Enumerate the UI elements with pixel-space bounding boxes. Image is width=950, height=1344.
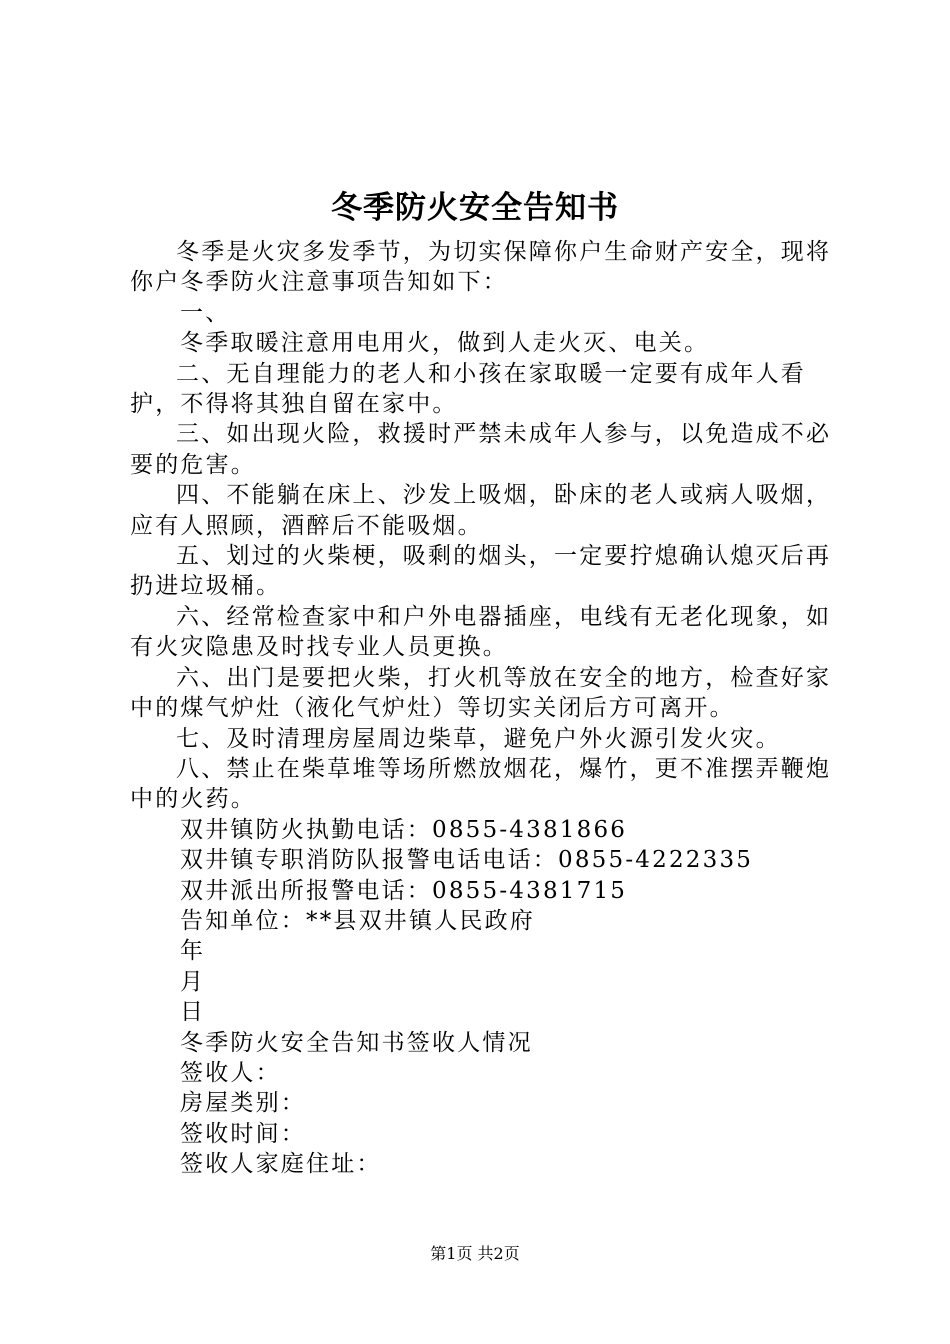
item-4: 四、不能躺在床上、沙发上吸烟，卧床的老人或病人吸烟，应有人照顾，酒醉后不能吸烟。 xyxy=(130,482,832,539)
receipt-address: 签收人家庭住址： xyxy=(180,1151,382,1178)
phone-fire-duty: 双井镇防火执勤电话：0855-4381866 xyxy=(180,816,628,843)
date-day: 日 xyxy=(180,999,206,1026)
item-1: 冬季取暖注意用电用火，做到人走火灭、电关。 xyxy=(180,330,710,357)
date-year: 年 xyxy=(180,938,206,965)
issuer-line: 告知单位：**县双井镇人民政府 xyxy=(180,907,535,934)
item-3: 三、如出现火险，救援时严禁未成年人参与，以免造成不必要的危害。 xyxy=(130,421,832,478)
document-title: 冬季防火安全告知书 xyxy=(331,190,619,226)
receipt-house-type: 房屋类别： xyxy=(180,1090,306,1117)
document-body xyxy=(130,237,840,1180)
item-6b: 六、出门是要把火柴，打火机等放在安全的地方，检查好家中的煤气炉灶（液化气炉灶）等切实关闭后方可离开。 xyxy=(130,664,832,722)
item-6a: 六、经常检查家中和户外电器插座，电线有无老化现象，如有火灾隐患及时找专业人员更换。 xyxy=(130,603,832,661)
date-month: 月 xyxy=(180,968,206,995)
item-7: 七、及时清理房屋周边柴草，避免户外火源引发火灾。 xyxy=(176,725,781,752)
phone-fire-brigade: 双井镇专职消防队报警电话电话：0855-4222335 xyxy=(180,847,754,874)
intro-paragraph: 冬季是火灾多发季节，为切实保障你户生命财产安全，现将你户冬季防火注意事项告知如下： xyxy=(130,239,832,296)
phone-police-station: 双井派出所报警电话：0855-4381715 xyxy=(180,877,628,904)
page-footer: 第1页 共2页 xyxy=(430,1244,520,1263)
item-5: 五、划过的火柴梗，吸剩的烟头，一定要拧熄确认熄灭后再扔进垃圾桶。 xyxy=(130,543,832,600)
receipt-title: 冬季防火安全告知书签收人情况 xyxy=(180,1029,533,1056)
item-marker-1: 一、 xyxy=(180,299,231,326)
receipt-signer: 签收人： xyxy=(180,1059,281,1086)
receipt-time: 签收时间： xyxy=(180,1120,306,1147)
item-8: 八、禁止在柴草堆等场所燃放烟花，爆竹，更不准摆弄鞭炮中的火药。 xyxy=(130,755,832,813)
item-2: 二、无自理能力的老人和小孩在家取暖一定要有成年人看护，不得将其独自留在家中。 xyxy=(130,360,806,418)
